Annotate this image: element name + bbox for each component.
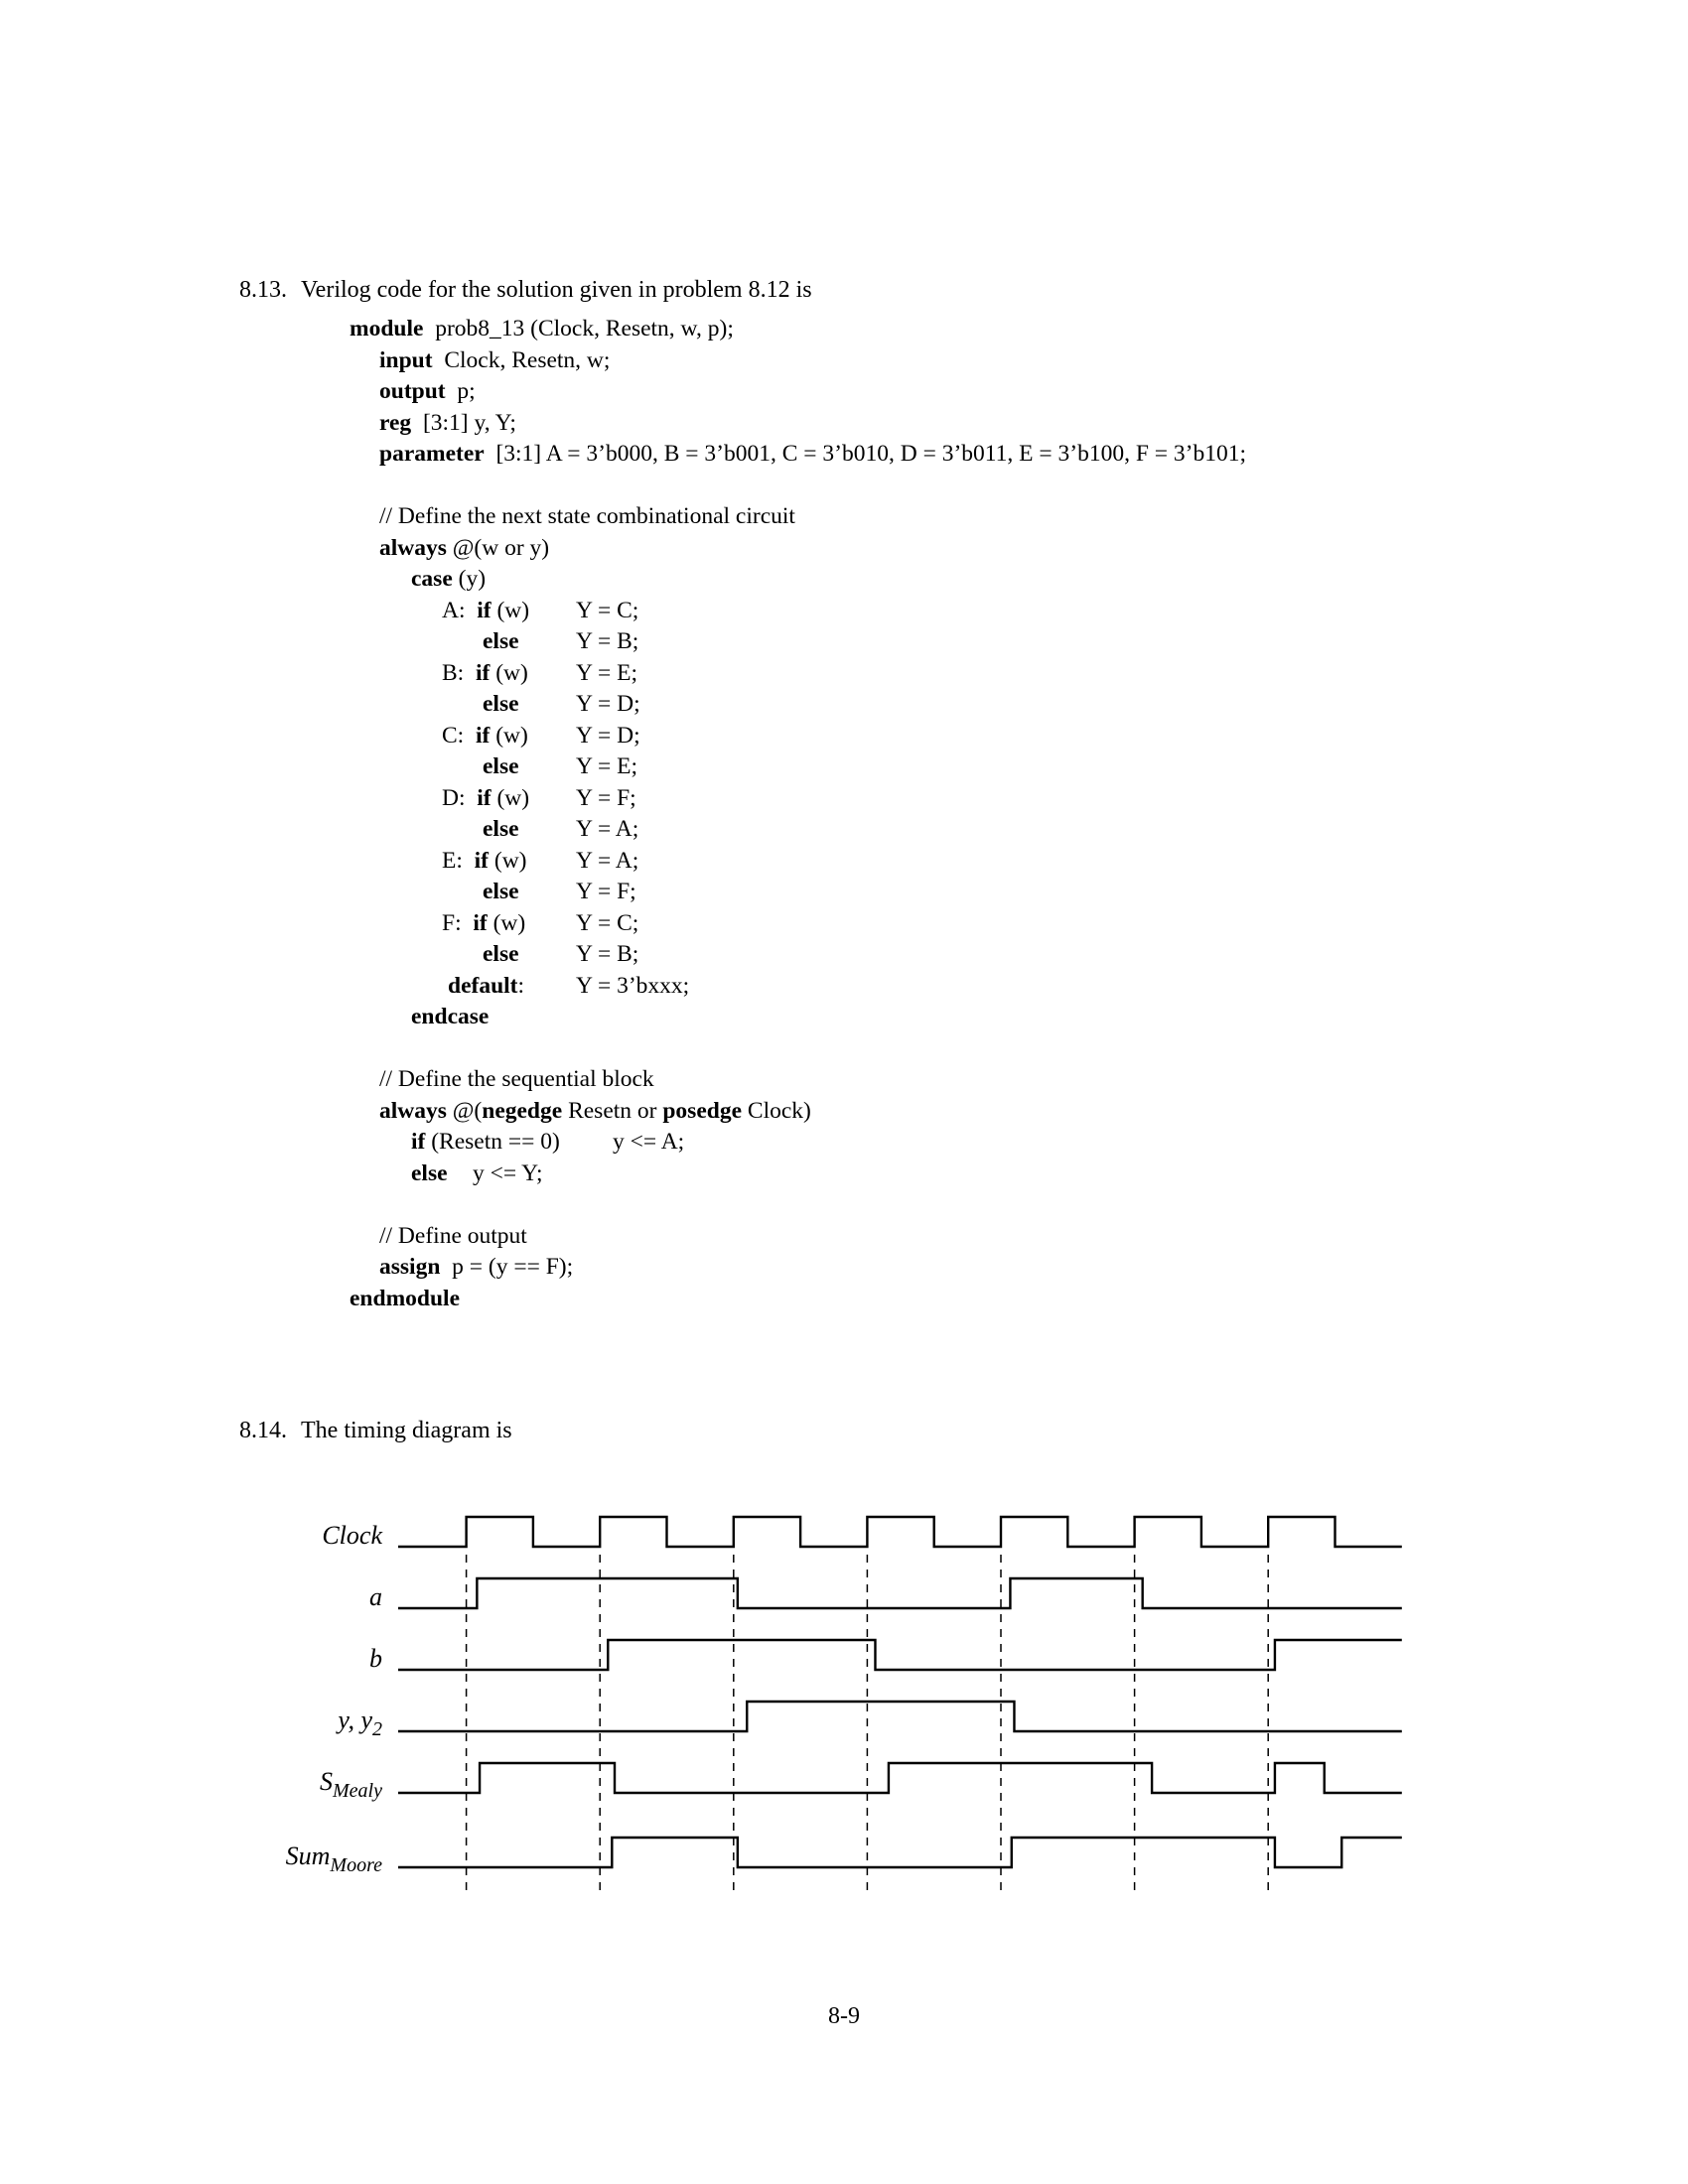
code-line: [350, 501, 1246, 533]
code-text: Y = B;: [576, 628, 639, 654]
code-text: @(: [446, 1097, 483, 1124]
code-blank-line: [350, 1033, 1246, 1065]
code-keyword: else: [411, 1160, 448, 1186]
code-text: (w): [490, 659, 528, 686]
code-keyword: case: [411, 566, 453, 592]
code-line: [350, 689, 1246, 721]
code-line: [350, 345, 1246, 377]
code-line: [350, 877, 1246, 908]
code-text: Y = E;: [576, 659, 637, 686]
signal-label-y-y2: y, $y_2$: [338, 1706, 382, 1740]
code-keyword: parameter: [379, 441, 485, 467]
code-keyword: always: [379, 534, 447, 561]
code-text: p;: [445, 378, 476, 404]
code-line-column2: [576, 971, 689, 1003]
section-8-13-title: Verilog code for the solution given in problem 8.12 is: [301, 277, 812, 303]
code-keyword: if: [475, 722, 491, 749]
code-line: [350, 596, 1246, 627]
section-8-13-number: 8.13.: [239, 277, 287, 303]
verilog-code-block: [350, 314, 1246, 1314]
signal-wave-s-mealy: [398, 1763, 1402, 1793]
code-line: [350, 1096, 1246, 1128]
code-keyword: else: [483, 816, 519, 842]
code-text: Y = A;: [576, 847, 639, 874]
code-line-column2: [576, 596, 638, 627]
code-keyword: module: [350, 316, 424, 341]
code-text: y <= A;: [613, 1129, 685, 1155]
code-keyword: else: [483, 753, 519, 779]
code-keyword: else: [483, 691, 519, 717]
code-text: (w): [487, 909, 526, 936]
code-text: prob8_13 (Clock, Resetn, w, p);: [423, 316, 734, 341]
code-text: // Define output: [379, 1222, 527, 1249]
code-text: Y = D;: [576, 722, 640, 749]
code-text: E:: [442, 847, 475, 874]
code-line-column2: [576, 877, 636, 908]
code-keyword: default: [448, 972, 518, 999]
code-line: [350, 783, 1246, 815]
code-text: B:: [442, 659, 476, 686]
code-line: [350, 1284, 1246, 1315]
code-text: Clock): [742, 1097, 811, 1124]
code-line-column2: [576, 721, 640, 752]
code-line: [350, 658, 1246, 690]
code-keyword: else: [483, 941, 519, 967]
code-text: F:: [442, 909, 474, 936]
code-line-column2: [576, 658, 637, 690]
signal-wave-sum-moore: [398, 1838, 1402, 1867]
code-text: Y = C;: [576, 909, 639, 936]
code-line: [350, 971, 1246, 1003]
code-text: Y = 3’bxxx;: [576, 972, 690, 999]
code-line: [350, 846, 1246, 878]
code-keyword: else: [483, 628, 519, 654]
code-keyword: else: [483, 879, 519, 904]
signal-wave-a: [398, 1578, 1402, 1608]
code-text: [3:1] y, Y;: [411, 409, 516, 436]
code-blank-line: [350, 1189, 1246, 1221]
code-line: [350, 314, 1246, 345]
code-keyword: if: [477, 784, 492, 811]
code-line: [350, 1221, 1246, 1253]
code-text: C:: [442, 722, 476, 749]
signal-label-b: b: [369, 1644, 382, 1673]
code-line-column2: [576, 908, 638, 940]
code-keyword: if: [474, 847, 489, 874]
code-line: [350, 814, 1246, 846]
code-text: (Resetn == 0): [425, 1129, 560, 1155]
code-text: @(w or y): [446, 534, 550, 561]
timing-diagram: [228, 1479, 1479, 1936]
code-keyword: input: [379, 346, 433, 373]
code-line: [350, 1159, 1246, 1190]
code-line: [350, 439, 1246, 471]
code-line-column2: [576, 846, 638, 878]
code-line: [350, 1127, 1246, 1159]
section-8-14-heading: [215, 1383, 512, 1478]
code-line: [350, 1252, 1246, 1284]
code-line-column2: [576, 814, 638, 846]
code-text: // Define the sequential block: [379, 1066, 654, 1092]
code-keyword: negedge: [482, 1097, 563, 1124]
code-line-column2: [576, 751, 637, 783]
section-8-14-number: 8.14.: [239, 1418, 287, 1443]
code-text: [3:1] A = 3’b000, B = 3’b001, C = 3’b010, D = 3’b011, E = 3’b100, F = 3’b101;: [484, 441, 1247, 467]
code-line: [350, 1064, 1246, 1096]
code-text: p = (y == F);: [440, 1254, 574, 1280]
code-text: D:: [442, 784, 478, 811]
code-text: Y = F;: [576, 784, 636, 811]
code-keyword: if: [473, 909, 488, 936]
code-keyword: always: [379, 1097, 447, 1124]
code-line: [350, 751, 1246, 783]
code-text: (y): [452, 566, 487, 592]
code-text: Y = B;: [576, 941, 639, 967]
code-keyword: output: [379, 378, 446, 404]
signal-label-clock: Clock: [322, 1521, 382, 1550]
code-keyword: endcase: [411, 1004, 490, 1029]
code-text: Y = F;: [576, 879, 636, 904]
page-number: 8-9: [828, 2003, 860, 2029]
code-line: [350, 721, 1246, 752]
code-text: Y = A;: [576, 816, 639, 842]
code-line: [350, 939, 1246, 971]
signal-wave-y-y2: [398, 1702, 1402, 1731]
signal-wave-clock: [398, 1517, 1402, 1547]
signal-label-sum-moore: Sum$_{Moore}$: [285, 1842, 382, 1876]
code-line-column2: [613, 1127, 684, 1159]
code-text: Resetn or: [562, 1097, 663, 1124]
code-line: [350, 564, 1246, 596]
signal-wave-b: [398, 1640, 1402, 1670]
code-keyword: reg: [379, 409, 412, 436]
code-text: y <= Y;: [473, 1160, 543, 1186]
code-line-column2: [473, 1159, 542, 1190]
code-blank-line: [350, 471, 1246, 502]
signal-label-a: a: [369, 1582, 382, 1611]
code-text: :: [517, 972, 525, 999]
code-keyword: if: [411, 1129, 426, 1155]
code-line: [350, 1002, 1246, 1033]
code-line-column2: [576, 939, 638, 971]
code-text: Y = C;: [576, 597, 639, 623]
code-keyword: assign: [379, 1254, 441, 1280]
code-text: (w): [491, 784, 530, 811]
signal-label-s-mealy: $S_{Mealy}$: [320, 1767, 382, 1802]
code-text: Clock, Resetn, w;: [432, 346, 611, 373]
code-line: [350, 376, 1246, 408]
code-text: Y = E;: [576, 753, 637, 779]
code-text: (w): [490, 722, 528, 749]
code-text: Y = D;: [576, 691, 640, 717]
code-keyword: endmodule: [350, 1285, 460, 1311]
code-line: [350, 908, 1246, 940]
code-text: (w): [491, 597, 530, 623]
code-line-column2: [576, 783, 636, 815]
code-keyword: if: [475, 659, 491, 686]
code-line: [350, 626, 1246, 658]
code-line-column2: [576, 689, 640, 721]
code-text: A:: [442, 597, 478, 623]
code-text: // Define the next state combinational circuit: [379, 503, 795, 529]
code-line: [350, 533, 1246, 565]
code-line: [350, 408, 1246, 440]
section-8-14-title: The timing diagram is: [301, 1418, 512, 1443]
code-line-column2: [576, 626, 638, 658]
code-text: (w): [489, 847, 527, 874]
code-keyword: posedge: [662, 1097, 743, 1124]
code-keyword: if: [477, 597, 492, 623]
